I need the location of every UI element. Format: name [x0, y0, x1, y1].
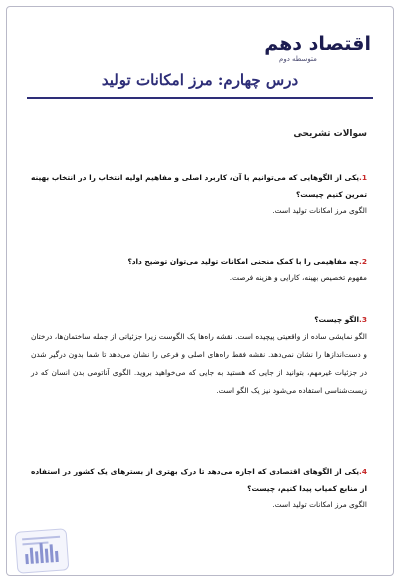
answer-text: الگوی مرز امکانات تولید است.: [272, 206, 367, 215]
question-4: [31, 463, 367, 513]
answer-text: الگوی مرز امکانات تولید است.: [272, 500, 367, 509]
question-number: 3.: [359, 315, 367, 324]
question-3: [31, 311, 367, 400]
question-number: 2.: [359, 257, 367, 266]
question-2: [31, 253, 367, 286]
question-text: 4.یکی از الگوهای اقتصادی که اجازه می‌دهد تا درک بهتری از بسترهای یک کشور در استفاده از منابع کمیاب پیدا کنیم، چیست؟: [31, 467, 367, 493]
question-text: 3.الگو چیست؟: [314, 315, 367, 324]
page-title: درس چهارم: مرز امکانات تولید: [101, 71, 299, 89]
logo-subtitle: متوسطه دوم: [279, 55, 317, 63]
logo: [241, 33, 371, 67]
title-underline: [27, 97, 373, 99]
section-heading: سوالات تشریحی: [293, 129, 367, 139]
answer-text: مفهوم تخصیص بهینه، کارایی و هزینه فرصت.: [229, 273, 367, 282]
chart-decoration-icon: [15, 528, 70, 574]
question-number: 4.: [359, 467, 367, 476]
question-text: 2.چه مفاهیمی را با کمک منحنی امکانات تولید می‌توان توضیح داد؟: [127, 257, 367, 266]
question-number: 1.: [359, 173, 367, 182]
logo-title: اقتصاد دهم: [264, 33, 371, 55]
question-1: [31, 169, 367, 219]
document-page: [6, 6, 394, 576]
answer-text: الگو نمایشی ساده از واقعیتی پیچیده است. نقشه راه‌ها یک الگوست زیرا جزئیاتی از جمله ساختمان‌ها، درختان و دست‌اندازها را نشان نمی‌دهد. نقشه فقط راه‌های اصلی و فرعی را نشان می‌دهد تا شما بدون درگیر شدن در جزئیات غیرمهم، بتوانید از جایی که هستید به جایی که می‌خواهید بروید. الگوی آناتومی بدن انسان که در زیست‌شناسی استفاده می‌شود نیز یک الگو است.: [31, 332, 367, 395]
question-text: 1.یکی از الگوهایی که می‌توانیم با آن، کاربرد اصلی و مفاهیم اولیه انتخاب را در انتخاب بهینه تمرین کنیم چیست؟: [31, 173, 367, 199]
